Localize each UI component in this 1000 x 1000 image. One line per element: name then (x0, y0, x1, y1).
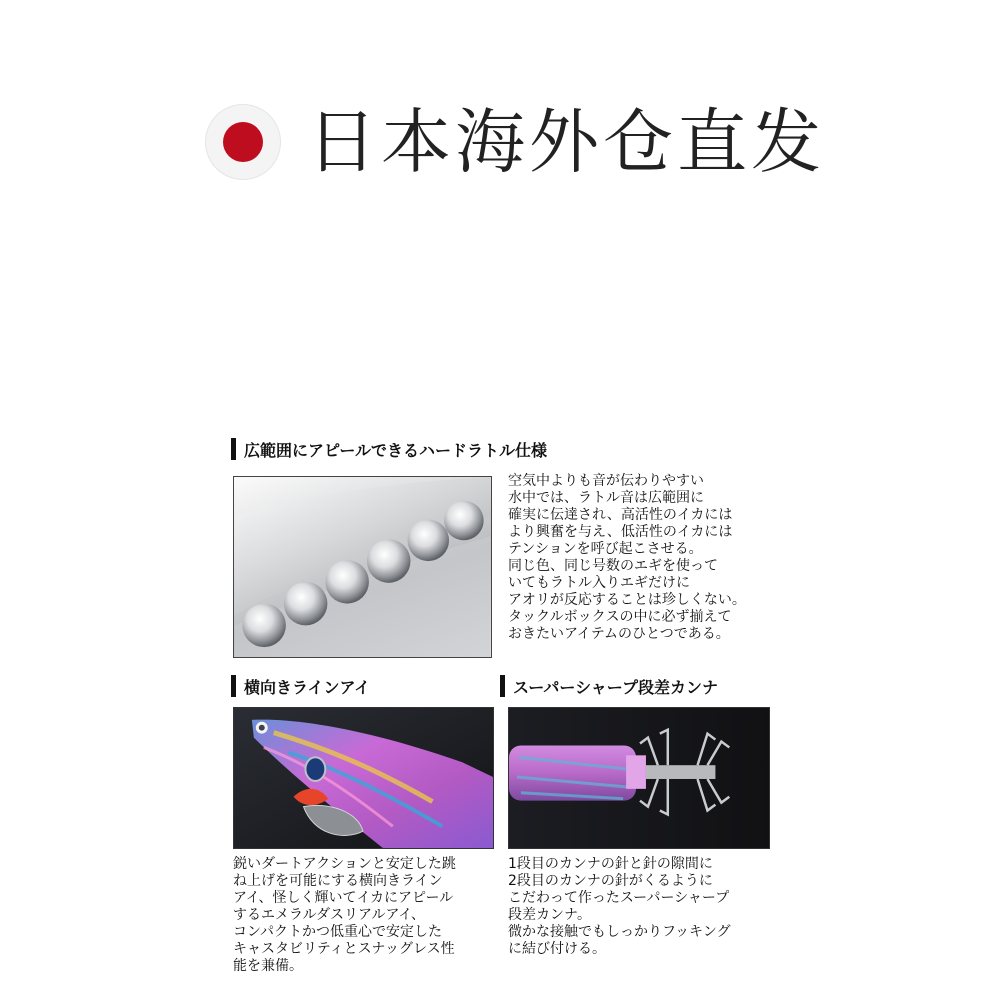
text-line: ね上げを可能にする横向きライン (233, 873, 443, 889)
text-line: するエメラルダスリアルアイ、 (233, 907, 425, 923)
heading-bar (500, 675, 505, 697)
heading-bar (231, 438, 236, 460)
text-line: 能を兼備。 (233, 958, 303, 974)
rattle-description (508, 473, 746, 643)
text-line: こだわって作ったスーパーシャープ (508, 890, 730, 906)
text-line: アオリが反応することは珍しくない。 (508, 592, 746, 608)
kanna-hooks-illustration (509, 708, 769, 848)
kanna-photo (508, 707, 770, 849)
squid-jig-eye-illustration (234, 708, 493, 848)
text-line: 水中では、ラトル音は広範囲に (508, 490, 704, 506)
text-line: 2段目のカンナの針がくるように (508, 873, 713, 889)
text-line: 鋭いダートアクションと安定した跳 (233, 856, 456, 872)
kanna-heading (500, 674, 718, 698)
rattle-image (233, 476, 492, 658)
text-line: 確実に伝達され、高活性のイカには (508, 507, 733, 523)
text-line: 微かな接触でもしっかりフッキング (508, 924, 731, 940)
text-line: より興奮を与え、低活性のイカには (508, 524, 733, 540)
text-line: 1段目のカンナの針と針の隙間に (508, 856, 713, 872)
text-line: に結び付ける。 (508, 941, 606, 957)
kanna-description (508, 856, 731, 958)
text-line: 空気中よりも音が伝わりやすい (508, 473, 704, 489)
japan-flag-icon (205, 104, 281, 180)
eye-description (233, 856, 456, 975)
rattle-balls-illustration (234, 477, 491, 657)
banner-title: 日本海外仓直发 (307, 101, 825, 183)
kanna-heading-text: スーパーシャープ段差カンナ (513, 677, 718, 697)
text-line: いてもラトル入りエギだけに (508, 575, 690, 591)
rattle-heading (231, 437, 547, 461)
text-line: コンパクトかつ低重心で安定した (233, 924, 443, 940)
eye-heading-text: 横向きラインアイ (244, 677, 371, 697)
text-line: おきたいアイテムのひとつである。 (508, 626, 730, 642)
text-line: 段差カンナ。 (508, 907, 592, 923)
flag-red-circle (223, 122, 263, 162)
banner (205, 92, 825, 192)
text-line: テンションを呼び起こさせる。 (508, 541, 703, 557)
text-line: タックルボックスの中に必ず揃えて (508, 609, 732, 625)
line-eye-photo (233, 707, 494, 849)
eye-heading (231, 674, 370, 698)
text-line: アイ、怪しく輝いてイカにアピール (233, 890, 454, 906)
heading-bar (231, 675, 236, 697)
text-line: キャスタビリティとスナッグレス性 (233, 941, 455, 957)
rattle-heading-text: 広範囲にアピールできるハードラトル仕様 (244, 440, 548, 460)
text-line: 同じ色、同じ号数のエギを使って (508, 558, 718, 574)
